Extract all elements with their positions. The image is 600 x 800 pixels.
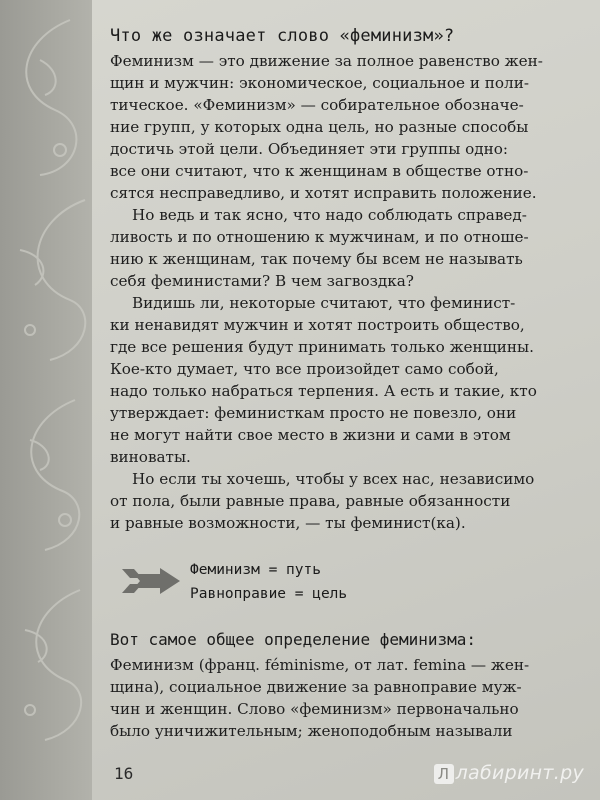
watermark-text: лабиринт.ру xyxy=(455,762,584,784)
text-line: ние групп, у которых одна цель, но разные способы xyxy=(110,118,529,136)
formula-block xyxy=(120,558,420,618)
decorative-swirl-pattern xyxy=(0,0,95,800)
text-line: чин и женщин. Слово «феминизм» первоначально xyxy=(110,700,519,718)
text-line: себя феминистами? В чем загвоздка? xyxy=(110,272,414,290)
text-line: от пола, были равные права, равные обязанности xyxy=(110,492,511,510)
text-line: и равные возможности, — ты феминист(ка). xyxy=(110,514,466,532)
formula-line-1: Феминизм = путь xyxy=(190,562,321,578)
labirint-logo-icon: Л xyxy=(434,764,454,784)
paragraph-2 xyxy=(110,204,590,292)
section-heading: Что же означает слово «феминизм»? xyxy=(110,26,455,46)
text-line: надо только набраться терпения. А есть и такие, кто xyxy=(110,382,537,400)
text-line: достичь этой цели. Объединяет эти группы одно: xyxy=(110,140,508,158)
text-line: тическое. «Феминизм» — собирательное обозначе- xyxy=(110,96,524,114)
text-line: виноваты. xyxy=(110,448,191,466)
text-line: было уничижительным; женоподобным называли xyxy=(110,722,513,740)
text-line: не могут найти свое место в жизни и сами в этом xyxy=(110,426,511,444)
left-page-margin xyxy=(0,0,95,800)
paragraph-4 xyxy=(110,468,590,534)
text-line: щина), социальное движение за равноправие муж- xyxy=(110,678,522,696)
definition-paragraph xyxy=(110,654,590,742)
text-line: все они считают, что к женщинам в обществе отно- xyxy=(110,162,529,180)
main-text xyxy=(110,26,590,534)
formula-line-2: Равноправие = цель xyxy=(190,586,348,602)
text-line: Феминизм (франц. féminisme, от лат. femina — жен- xyxy=(110,656,530,674)
definition-heading: Вот самое общее определение феминизма: xyxy=(110,630,477,649)
text-line: сятся несправедливо, и хотят исправить положение. xyxy=(110,184,537,202)
text-line: Кое-кто думает, что все произойдет само собой, xyxy=(110,360,499,378)
page-number: 16 xyxy=(114,764,134,783)
book-page xyxy=(92,0,600,800)
paragraph-1 xyxy=(110,50,590,204)
text-line: Феминизм — это движение за полное равенство жен- xyxy=(110,52,543,70)
text-line: где все решения будут принимать только женщины. xyxy=(110,338,534,356)
text-line: ливость и по отношению к мужчинам, и по отноше- xyxy=(110,228,529,246)
text-line: утверждает: феминисткам просто не повезло, они xyxy=(110,404,517,422)
text-line: нию к женщинам, так почему бы всем не называть xyxy=(110,250,523,268)
text-line: Но ведь и так ясно, что надо соблюдать справед- xyxy=(132,206,527,224)
arrow-icon xyxy=(120,564,182,598)
text-line: Видишь ли, некоторые считают, что феминист- xyxy=(132,294,516,312)
text-line: щин и мужчин: экономическое, социальное и поли- xyxy=(110,74,529,92)
paragraph-3 xyxy=(110,292,590,468)
text-line: Но если ты хочешь, чтобы у всех нас, независимо xyxy=(132,470,535,488)
text-line: ки ненавидят мужчин и хотят построить общество, xyxy=(110,316,525,334)
watermark xyxy=(434,762,584,784)
